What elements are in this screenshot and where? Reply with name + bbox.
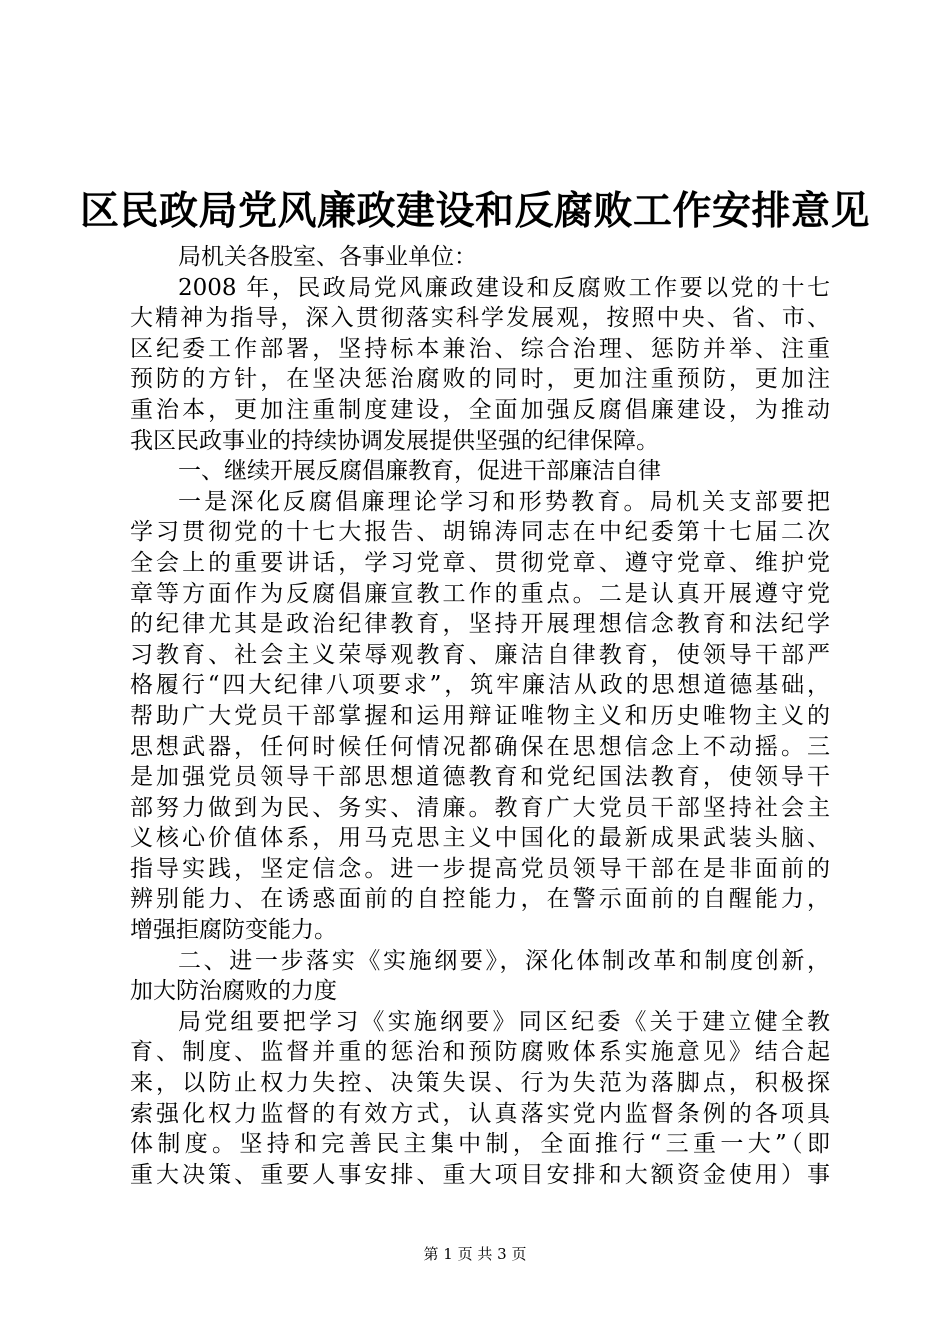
body-line: 是加强党员领导干部思想道德教育和党纪国法教育，使领导干 bbox=[130, 764, 830, 791]
body-line: 习教育、社会主义荣辱观教育、廉洁自律教育，使领导干部严 bbox=[130, 641, 830, 668]
body-line: 帮助广大党员干部掌握和运用辩证唯物主义和历史唯物主义的 bbox=[130, 702, 830, 729]
body-line: 部努力做到为民、务实、清廉。教育广大党员干部坚持社会主 bbox=[130, 794, 830, 821]
body-line: 学习贯彻党的十七大报告、胡锦涛同志在中纪委第十七届二次 bbox=[130, 519, 830, 546]
body-line: 指导实践，坚定信念。进一步提高党员领导干部在是非面前的 bbox=[130, 855, 830, 882]
body-line: 预防的方针，在坚决惩治腐败的同时，更加注重预防，更加注 bbox=[130, 366, 830, 393]
body-line: 二、进一步落实《实施纲要》，深化体制改革和制度创新， bbox=[178, 947, 830, 974]
body-line: 增强拒腐防变能力。 bbox=[130, 917, 337, 944]
body-line: 加大防治腐败的力度 bbox=[130, 978, 337, 1005]
body-line: 一、继续开展反腐倡廉教育，促进干部廉洁自律 bbox=[178, 458, 661, 485]
document-title: 区民政局党风廉政建设和反腐败工作安排意见 bbox=[79, 188, 870, 234]
body-line: 来，以防止权力失控、决策失误、行为失范为落脚点，积极探 bbox=[130, 1070, 830, 1097]
body-line: 大精神为指导，深入贯彻落实科学发展观，按照中央、省、市、 bbox=[130, 305, 830, 332]
body-line: 局党组要把学习《实施纲要》同区纪委《关于建立健全教 bbox=[178, 1008, 830, 1035]
body-line: 体制度。坚持和完善民主集中制，全面推行“三重一大”（即 bbox=[130, 1131, 830, 1158]
body-line: 格履行“四大纪律八项要求”，筑牢廉洁从政的思想道德基础， bbox=[130, 672, 830, 699]
body-line: 章等方面作为反腐倡廉宣教工作的重点。二是认真开展遵守党 bbox=[130, 580, 830, 607]
body-line: 我区民政事业的持续协调发展提供坚强的纪律保障。 bbox=[130, 427, 659, 454]
body-line: 义核心价值体系，用马克思主义中国化的最新成果武装头脑、 bbox=[130, 825, 830, 852]
body-line: 育、制度、监督并重的惩治和预防腐败体系实施意见》结合起 bbox=[130, 1039, 830, 1066]
body-line: 区纪委工作部署，坚持标本兼治、综合治理、惩防并举、注重 bbox=[130, 335, 830, 362]
body-line: 重治本，更加注重制度建设，全面加强反腐倡廉建设，为推动 bbox=[130, 396, 830, 423]
body-line: 重大决策、重要人事安排、重大项目安排和大额资金使用）事 bbox=[130, 1161, 830, 1188]
body-line: 2008 年，民政局党风廉政建设和反腐败工作要以党的十七 bbox=[178, 274, 830, 301]
body-line: 全会上的重要讲话，学习党章、贯彻党章、遵守党章、维护党 bbox=[130, 549, 830, 576]
body-line: 思想武器，任何时候任何情况都确保在思想信念上不动摇。三 bbox=[130, 733, 830, 760]
body-line: 一是深化反腐倡廉理论学习和形势教育。局机关支部要把 bbox=[178, 488, 830, 515]
body-line: 索强化权力监督的有效方式，认真落实党内监督条例的各项具 bbox=[130, 1100, 830, 1127]
page-footer: 第 1 页 共 3 页 bbox=[423, 1245, 527, 1263]
document-body bbox=[130, 242, 830, 1190]
body-line: 的纪律尤其是政治纪律教育，坚持开展理想信念教育和法纪学 bbox=[130, 611, 830, 638]
body-line: 辨别能力、在诱惑面前的自控能力，在警示面前的自醒能力， bbox=[130, 886, 830, 913]
body-line: 局机关各股室、各事业单位： bbox=[178, 244, 477, 270]
